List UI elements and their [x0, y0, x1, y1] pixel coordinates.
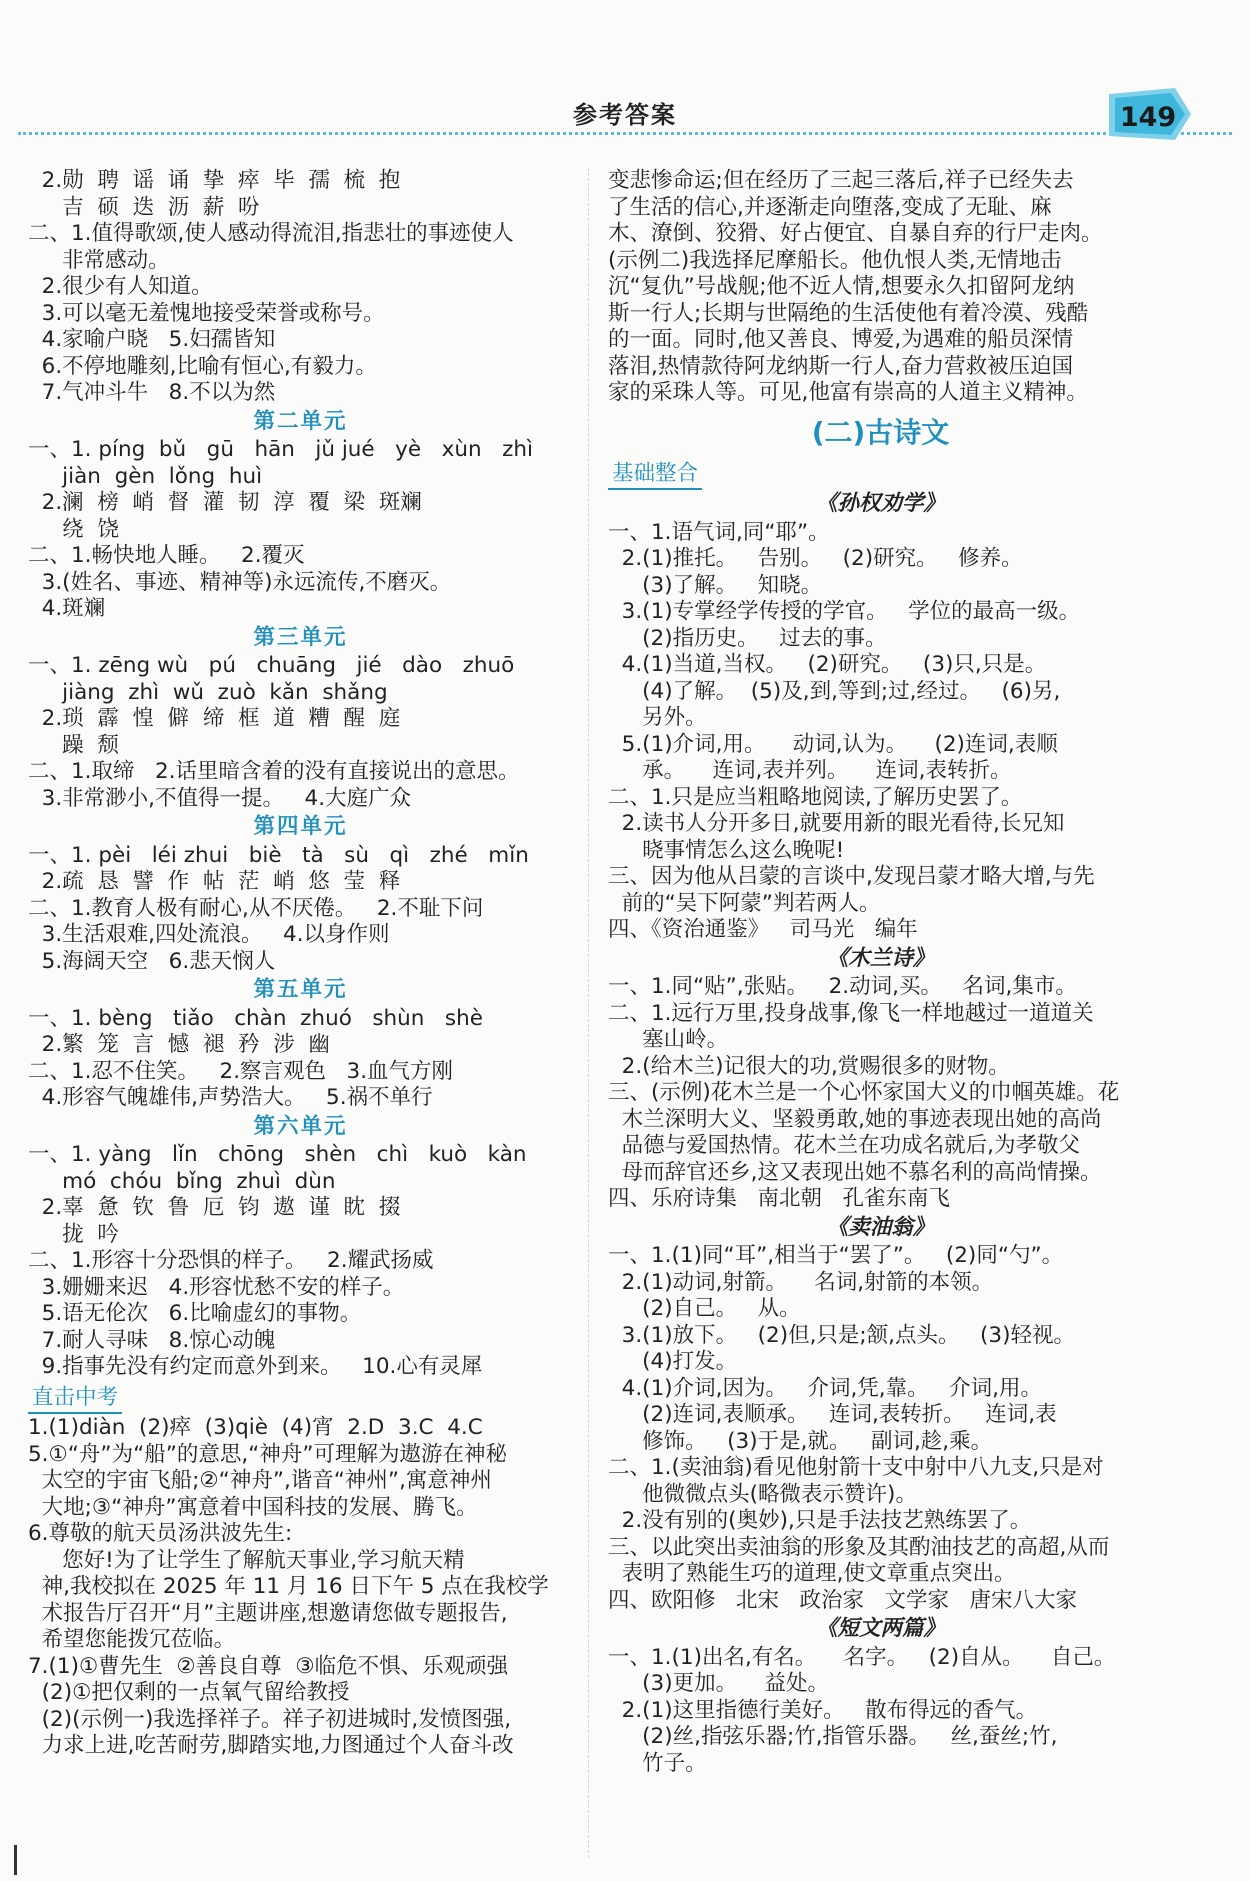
answer-line: 2.辜 惫 钦 鲁 厄 钧 遨 谨 眈 掇: [28, 1195, 401, 1220]
answer-line: 一、1.同“贴”,张贴。 2.动词,买。 名词,集市。: [608, 974, 1077, 999]
answer-line: 非常感动。: [28, 247, 170, 273]
answer-line: 神,我校拟在 2025 年 11 月 16 日下午 5 点在我校学: [28, 1574, 549, 1599]
answer-line: 修饰。 (3)于是,就。 副词,趁,乘。: [608, 1428, 993, 1454]
unit-heading: 第二单元: [253, 408, 348, 434]
right-column: [608, 168, 1153, 1777]
section-tag-label: 基础整合: [608, 461, 702, 490]
answer-line: 母而辞官还乡,这又表现出她不慕名利的高尚情操。: [608, 1159, 1102, 1185]
answer-line: 5.(1)介词,用。 动词,认为。 (2)连词,表顺: [608, 731, 1058, 757]
answer-line: 4.家喻户晓 5.妇孺皆知: [28, 327, 276, 352]
answer-line: 躁 颓: [28, 732, 119, 758]
answer-line: 2.没有别的(奥妙),只是手法技艺熟练罢了。: [608, 1508, 1032, 1533]
answer-line: 二、1.忍不住笑。 2.察言观色 3.血气方刚: [28, 1058, 454, 1084]
answer-line: 5.语无伦次 6.比喻虚幻的事物。: [28, 1301, 362, 1326]
answer-line: (2)丝,指弦乐器;竹,指管乐器。 丝,蚕丝;竹,: [608, 1724, 1058, 1749]
answer-line: 2.(1)这里指德行美好。 散布得远的香气。: [608, 1697, 1038, 1723]
answer-line: 品德与爱国热情。花木兰在功成名就后,为孝敬父: [608, 1133, 1081, 1158]
answer-line: 沉“复仇”号战舰;他不近人情,想要永久扣留阿龙纳: [608, 274, 1075, 299]
page-header: [0, 0, 1250, 140]
answer-line: 3.(1)放下。 (2)但,只是;颔,点头。 (3)轻视。: [608, 1322, 1075, 1348]
answer-line: 2.很少有人知道。: [28, 274, 213, 299]
answer-line: 二、1.(卖油翁)看见他射箭十支中射中八九支,只是对: [608, 1455, 1104, 1480]
answer-line: 四、《资治通鉴》 司马光 编年: [608, 917, 918, 942]
unit-heading: 第五单元: [253, 977, 348, 1002]
answer-line: 一、1.(1)同“耳”,相当于“罢了”。 (2)同“勺”。: [608, 1243, 1064, 1268]
answer-line: 竹子。: [608, 1750, 707, 1776]
answer-line: 7.耐人寻味 8.惊心动魄: [28, 1327, 276, 1353]
answer-line: 了生活的信心,并逐渐走向堕落,变成了无耻、麻: [608, 194, 1052, 220]
answer-line: 二、1.远行万里,投身战事,像飞一样地越过一道道关: [608, 1000, 1094, 1026]
poem-title: 《短文两篇》: [815, 1616, 945, 1641]
answer-line: 吉 硕 迭 沥 薪 吩: [28, 194, 260, 220]
answer-line: 二、1.教育人极有耐心,从不厌倦。 2.不耻下问: [28, 895, 484, 921]
answer-line: 表明了熟能生巧的道理,使文章重点突出。: [608, 1561, 1016, 1586]
answer-line: 9.指事先没有约定而意外到来。 10.心有灵犀: [28, 1354, 483, 1379]
answer-line: 1.(1)diàn (2)瘁 (3)qiè (4)宵 2.D 3.C 4.C: [28, 1415, 483, 1440]
answer-line: 承。 连词,表并列。 连词,表转折。: [608, 758, 1012, 783]
poem-title: 《木兰诗》: [826, 945, 935, 971]
answer-line: 3.(1)专掌经学传授的学官。 学位的最高一级。: [608, 599, 1081, 624]
answer-line: 4.斑斓: [28, 596, 106, 621]
answer-line: (2)(示例一)我选择祥子。祥子初进城时,发愤图强,: [28, 1706, 512, 1732]
answer-line: 木兰深明大义、坚毅勇敢,她的事迹表现出她的高尚: [608, 1106, 1102, 1132]
answer-line: 落泪,热情款待阿龙纳斯一行人,奋力营救被压迫国: [608, 353, 1074, 379]
answer-line: (2)自己。 从。: [608, 1296, 801, 1321]
unit-heading: 第三单元: [253, 624, 348, 650]
answer-line: 二、1.只是应当粗略地阅读,了解历史罢了。: [608, 784, 1023, 810]
answer-line: (3)了解。 知晓。: [608, 572, 823, 598]
answer-line: (3)更加。 益处。: [608, 1671, 829, 1696]
answer-line: 二、1.畅快地人睡。 2.覆灭: [28, 543, 305, 568]
answer-line: 7.气冲斗牛 8.不以为然: [28, 380, 276, 405]
answer-line: 7.(1)①曹先生 ②善良自尊 ③临危不惧、乐观顽强: [28, 1653, 509, 1679]
answer-line: 4.(1)介词,因为。 介词,凭,靠。 介词,用。: [608, 1375, 1042, 1401]
answer-line: 2.澜 榜 峭 督 灌 韧 淳 覆 梁 斑斓: [28, 490, 422, 515]
answer-line: 6.不停地雕刻,比喻有恒心,有毅力。: [28, 353, 377, 379]
answer-line: 一、1. pèi léi zhui biè tà sù qì zhé mǐn: [28, 842, 529, 868]
answer-line: 他微微点头(略微表示赞许)。: [608, 1481, 917, 1507]
answer-line: 三、(示例)花木兰是一个心怀家国大义的巾帼英雄。花: [608, 1080, 1120, 1105]
answer-line: (4)打发。: [608, 1349, 738, 1374]
answer-line: 三、以此突出卖油翁的形象及其酌油技艺的高超,从而: [608, 1534, 1110, 1560]
answer-line: 2.(1)动词,射箭。 名词,射箭的本领。: [608, 1269, 994, 1295]
answer-line: 一、1. píng bǔ gū hān jǔ jué yè xùn zhì: [28, 437, 533, 462]
answer-line: 太空的宇宙飞船;②“神舟”,谐音“神州”,寓意神州: [28, 1468, 492, 1493]
answer-line: (示例二)我选择尼摩船长。他仇恨人类,无情地击: [608, 247, 1062, 273]
answer-line: 一、1.(1)出名,有名。 名字。 (2)自从。 自己。: [608, 1644, 1116, 1670]
answer-line: 斯一行人;长期与世隔绝的生活使他有着冷漠、残酷: [608, 300, 1089, 326]
answer-line: 拢 吟: [28, 1221, 119, 1247]
answer-line: 一、1. yàng lǐn chōng shèn chì kuò kàn: [28, 1142, 527, 1167]
answer-line: 木、潦倒、狡猾、好占便宜、自暴自弃的行尸走肉。: [608, 221, 1103, 246]
answer-line: mó chóu bǐng zhuì dùn: [28, 1168, 336, 1194]
answer-line: (4)了解。 (5)及,到,等到;过,经过。 (6)另,: [608, 678, 1061, 704]
answer-line: 变悲惨命运;但在经历了三起三落后,祥子已经失去: [608, 168, 1074, 193]
answer-line: 绕 饶: [28, 516, 119, 542]
answer-line: 三、因为他从吕蒙的言谈中,发现吕蒙才略大增,与先: [608, 864, 1095, 889]
answer-line: 2.(给木兰)记很大的功,赏赐很多的财物。: [608, 1053, 1010, 1079]
answer-line: 3.生活艰难,四处流浪。 4.以身作则: [28, 922, 390, 947]
answer-line: 术报告厅召开“月”主题讲座,想邀请您做专题报告,: [28, 1600, 508, 1626]
answer-line: 四、乐府诗集 南北朝 孔雀东南飞: [608, 1186, 951, 1211]
answer-line: 前的“吴下阿蒙”判若两人。: [608, 890, 881, 916]
answer-line: 的一面。同时,他又善良、博爱,为遇难的船员深情: [608, 327, 1074, 352]
section-tag-label: 直击中考: [28, 1385, 122, 1414]
answer-line: 3.可以毫无羞愧地接受荣誉或称号。: [28, 300, 385, 326]
section-heading: (二)古诗文: [811, 415, 950, 449]
answer-line: 家的采珠人等。可见,他富有崇高的人道主义精神。: [608, 380, 1088, 405]
answer-line: jiàn gèn lǒng huì: [28, 463, 263, 489]
answer-line: 5.海阔天空 6.悲天悯人: [28, 948, 276, 974]
answer-line: 一、1.语气词,同“耶”。: [608, 519, 830, 545]
answer-line: 2.繁 笼 言 憾 褪 矜 涉 幽: [28, 1032, 330, 1057]
answer-line: 3.姗姗来迟 4.形容忧愁不安的样子。: [28, 1274, 405, 1300]
poem-title: 《卖油翁》: [826, 1214, 935, 1240]
answer-line: 2.疏 恳 譬 作 帖 茫 峭 悠 莹 释: [28, 869, 401, 894]
answer-line: 5.①“舟”为“船”的意思,“神舟”可理解为遨游在神秘: [28, 1441, 507, 1467]
answer-line: jiàng zhì wǔ zuò kǎn shǎng: [28, 679, 388, 705]
answer-line: 2.(1)推托。 告别。 (2)研究。 修养。: [608, 546, 1023, 571]
answer-line: (2)指历史。 过去的事。: [608, 625, 887, 651]
section-tag: [28, 1385, 573, 1412]
page-title: 参考答案: [573, 101, 677, 129]
answer-line: 塞山岭。: [608, 1027, 729, 1052]
answer-line: 大地;③“神舟”寓意着中国科技的发展、腾飞。: [28, 1494, 478, 1520]
section-tag: [608, 461, 1153, 488]
answer-line: 3.非常渺小,不值得一提。 4.大庭广众: [28, 785, 412, 811]
answer-line: 一、1. zēng wù pú chuāng jié dào zhuō: [28, 653, 515, 678]
answer-line: 另外。: [608, 705, 707, 730]
answer-line: 二、1.取缔 2.话里暗含着的没有直接说出的意思。: [28, 759, 520, 784]
page-number-badge: [1105, 84, 1195, 146]
answer-line: 2.读书人分开多日,就要用新的眼光看待,长兄知: [608, 811, 1065, 836]
answer-line: 2.勋 聘 谣 诵 挚 瘁 毕 孺 梳 抱: [28, 168, 401, 193]
answer-line: 6.尊敬的航天员汤洪波先生:: [28, 1521, 293, 1546]
answer-line: 您好!为了让学生了解航天事业,学习航天精: [28, 1547, 465, 1573]
answer-line: 希望您能拨冗莅临。: [28, 1627, 236, 1652]
margin-mark: [14, 1845, 17, 1875]
left-column: [28, 168, 573, 1760]
answer-line: 一、1. bèng tiǎo chàn zhuó shùn shè: [28, 1005, 483, 1031]
page-number: 149: [1119, 102, 1177, 133]
unit-heading: 第六单元: [253, 1113, 348, 1139]
answer-line: (2)①把仅剩的一点氧气留给教授: [28, 1680, 350, 1705]
answer-line: 3.(姓名、事迹、精神等)永远流传,不磨灭。: [28, 569, 452, 595]
column-divider: [588, 168, 589, 1858]
answer-line: 二、1.形容十分恐惧的样子。 2.耀武扬威: [28, 1248, 434, 1273]
answer-line: 晓事情怎么这么晚呢!: [608, 837, 845, 863]
answer-line: 2.琐 霹 惶 僻 缔 框 道 糟 醒 庭: [28, 706, 401, 731]
answer-line: 力求上进,吃苦耐劳,脚踏实地,力图通过个人奋斗改: [28, 1733, 514, 1758]
poem-title: 《孙权劝学》: [815, 491, 945, 516]
answer-line: 4.形容气魄雄伟,声势浩大。 5.祸不单行: [28, 1085, 433, 1110]
header-divider: [18, 132, 1232, 135]
unit-heading: 第四单元: [253, 814, 348, 839]
answer-line: 二、1.值得歌颂,使人感动得流泪,指悲壮的事迹使人: [28, 221, 514, 246]
answer-line: 四、欧阳修 北宋 政治家 文学家 唐宋八大家: [608, 1587, 1078, 1613]
answer-line: 4.(1)当道,当权。 (2)研究。 (3)只,只是。: [608, 652, 1047, 677]
answer-line: (2)连词,表顺承。 连词,表转折。 连词,表: [608, 1402, 1057, 1427]
